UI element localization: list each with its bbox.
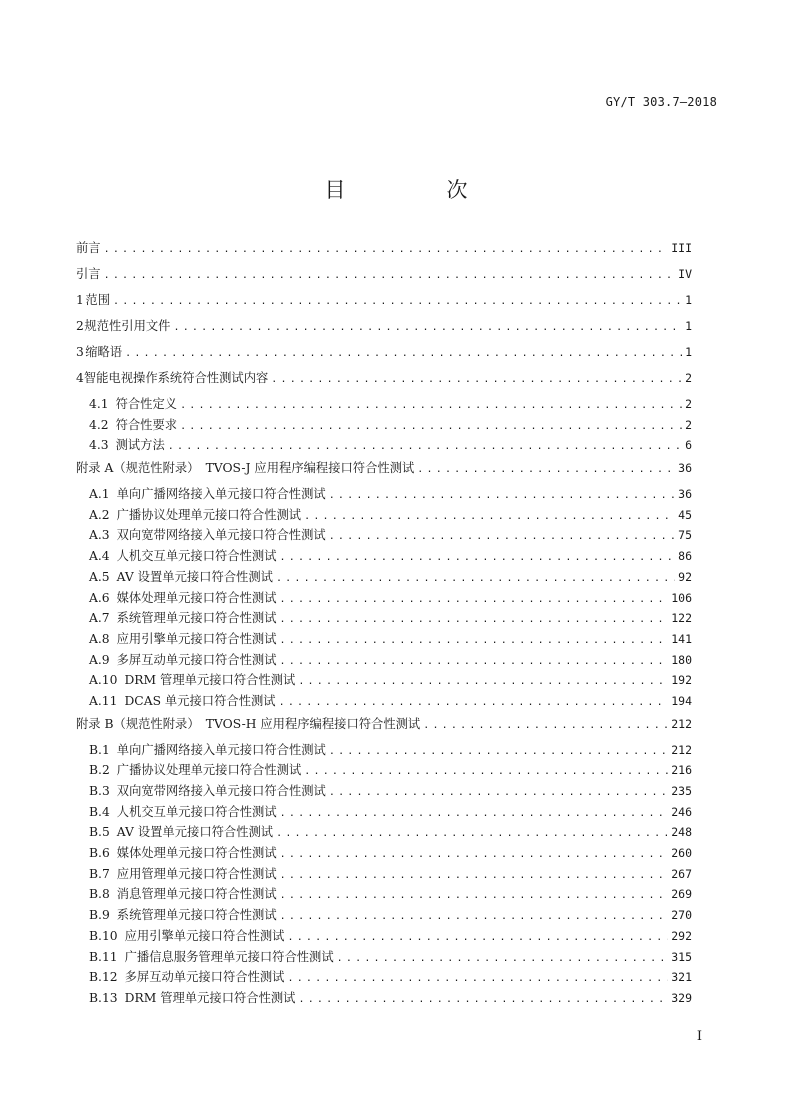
toc-entry-label: 前言 (76, 241, 101, 255)
toc-entry[interactable] (76, 525, 692, 546)
toc-entry[interactable] (76, 458, 692, 484)
toc-leader-dots (104, 270, 676, 281)
toc-entry-number: A.10 (89, 673, 118, 688)
toc-leader-dots (280, 656, 669, 667)
toc-leader-dots (168, 441, 682, 452)
toc-entry-number: B.8 (89, 887, 110, 902)
toc-leader-dots (276, 573, 675, 584)
toc-leader-dots (417, 464, 675, 475)
toc-leader-dots (280, 594, 669, 605)
toc-entry-label: 单向广播网络接入单元接口符合性测试 (116, 487, 326, 502)
toc-entry-page: 180 (671, 652, 692, 667)
toc-entry[interactable] (76, 802, 692, 823)
toc-entry[interactable] (76, 843, 692, 864)
toc-entry-label: 附录 B（规范性附录） TVOS-H 应用程序编程接口符合性测试 (76, 716, 421, 731)
toc-entry-number: A.2 (89, 507, 110, 522)
toc-entry-label: 缩略语 (85, 345, 123, 359)
toc-entry[interactable] (76, 781, 692, 802)
toc-entry-number: B.6 (89, 846, 110, 861)
toc-entry-label: 符合性要求 (115, 417, 178, 432)
toc-leader-dots (280, 635, 669, 646)
toc-entry-number: 1 (76, 293, 84, 307)
toc-entry[interactable] (76, 926, 692, 947)
toc-entry[interactable] (76, 629, 692, 650)
standard-code: GY/T 303.7—2018 (605, 95, 717, 109)
toc-entry-label: 单向广播网络接入单元接口符合性测试 (116, 742, 326, 757)
toc-entry[interactable] (76, 484, 692, 505)
table-of-contents (76, 238, 692, 1009)
toc-entry-page: 192 (671, 673, 692, 688)
toc-entry[interactable] (76, 650, 692, 671)
toc-entry[interactable] (76, 864, 692, 885)
toc-entry-page: 36 (678, 487, 692, 502)
toc-entry-number: B.7 (89, 866, 110, 881)
toc-entry-page: IV (678, 267, 692, 281)
toc-entry-number: B.10 (89, 928, 118, 943)
toc-entry-number: A.5 (89, 569, 110, 584)
toc-leader-dots (280, 808, 669, 819)
toc-entry-number: 4.2 (89, 417, 109, 432)
toc-entry-label: 测试方法 (115, 438, 165, 453)
toc-entry-label: 应用引擎单元接口符合性测试 (124, 928, 285, 943)
toc-entry-page: 36 (678, 461, 692, 476)
toc-entry-page: 92 (678, 569, 692, 584)
toc-entry-number: A.7 (89, 611, 110, 626)
toc-entry-page: 75 (678, 528, 692, 543)
toc-leader-dots (280, 849, 669, 860)
toc-entry-page: 106 (671, 590, 692, 605)
toc-entry-page: 1 (685, 319, 692, 333)
toc-entry-label: 多屏互动单元接口符合性测试 (124, 970, 285, 985)
toc-entry[interactable] (76, 264, 692, 290)
toc-entry-number: A.11 (89, 693, 118, 708)
toc-entry[interactable] (76, 670, 692, 691)
toc-entry-page: 122 (671, 611, 692, 626)
toc-entry-label: DCAS 单元接口符合性测试 (124, 693, 276, 708)
toc-entry-number: 3 (76, 345, 84, 359)
toc-leader-dots (329, 490, 675, 501)
toc-entry-label: 广播信息服务管理单元接口符合性测试 (124, 949, 334, 964)
toc-entry-page: 1 (685, 293, 692, 307)
toc-entry-label: 双向宽带网络接入单元接口符合性测试 (116, 784, 326, 798)
toc-entry-number: A.9 (89, 652, 110, 667)
toc-entry[interactable] (76, 947, 692, 968)
toc-entry-page: 329 (671, 990, 692, 1005)
toc-leader-dots (180, 400, 682, 411)
toc-entry[interactable] (76, 546, 692, 567)
toc-leader-dots (298, 676, 668, 687)
toc-entry-label: 智能电视操作系统符合性测试内容 (83, 371, 269, 385)
toc-entry[interactable] (76, 415, 692, 436)
toc-leader-dots (125, 348, 682, 359)
toc-entry-page: 194 (671, 693, 692, 708)
toc-entry[interactable] (76, 760, 692, 781)
toc-entry[interactable] (76, 435, 692, 456)
toc-entry-page: 216 (671, 763, 692, 778)
toc-leader-dots (304, 766, 668, 777)
toc-leader-dots (337, 953, 669, 964)
toc-leader-dots (280, 890, 669, 901)
toc-leader-dots (173, 322, 682, 333)
toc-entry-number: A.3 (89, 528, 110, 543)
toc-entry-page: 246 (671, 804, 692, 819)
toc-entry-page: 321 (671, 970, 692, 985)
toc-entry[interactable] (76, 368, 692, 394)
toc-leader-dots (329, 531, 675, 542)
toc-entry-page: 248 (671, 825, 692, 840)
toc-entry-number: A.6 (89, 590, 110, 605)
toc-entry-number: 4.1 (89, 397, 109, 411)
toc-leader-dots (298, 994, 668, 1005)
toc-entry-label: 媒体处理单元接口符合性测试 (116, 590, 277, 605)
toc-entry[interactable] (76, 822, 692, 843)
toc-entry-number: B.1 (89, 742, 110, 757)
toc-entry-label: 规范性引用文件 (84, 319, 171, 333)
toc-entry[interactable] (76, 967, 692, 988)
toc-leader-dots (279, 697, 669, 708)
toc-entry-label: 人机交互单元接口符合性测试 (116, 549, 277, 564)
toc-entry-page: 86 (678, 549, 692, 564)
toc-entry[interactable] (76, 714, 692, 740)
toc-entry[interactable] (76, 884, 692, 905)
toc-entry-label: 系统管理单元接口符合性测试 (116, 908, 277, 923)
toc-entry-number: 4.3 (89, 438, 109, 453)
toc-entry-label: 人机交互单元接口符合性测试 (116, 804, 277, 819)
toc-entry[interactable] (76, 905, 692, 926)
toc-leader-dots (329, 746, 668, 757)
toc-entry-label: 应用引擎单元接口符合性测试 (116, 631, 277, 646)
toc-entry[interactable] (76, 505, 692, 526)
toc-entry-page: 212 (671, 716, 692, 731)
toc-entry-number: B.4 (89, 804, 110, 819)
toc-entry[interactable] (76, 691, 692, 712)
toc-entry-number: A.1 (89, 487, 110, 502)
toc-leader-dots (280, 552, 676, 563)
toc-entry[interactable] (76, 988, 692, 1009)
toc-leader-dots (180, 421, 682, 432)
toc-entry-number: B.2 (89, 763, 110, 778)
toc-entry-page: 270 (671, 908, 692, 923)
toc-entry-label: 符合性定义 (115, 397, 178, 411)
toc-entry[interactable] (76, 740, 692, 761)
toc-leader-dots (304, 511, 675, 522)
toc-entry-label: 消息管理单元接口符合性测试 (116, 887, 277, 902)
toc-leader-dots (287, 932, 668, 943)
toc-entry-number: B.5 (89, 825, 110, 840)
toc-entry-page: 2 (685, 397, 692, 411)
toc-entry[interactable] (76, 608, 692, 629)
toc-leader-dots (280, 911, 669, 922)
toc-leader-dots (280, 870, 669, 881)
toc-entry[interactable] (76, 342, 692, 368)
toc-entry-label: 附录 A（规范性附录） TVOS-J 应用程序编程接口符合性测试 (76, 461, 415, 476)
toc-entry-label: AV 设置单元接口符合性测试 (116, 825, 274, 840)
toc-entry-page: 315 (671, 949, 692, 964)
toc-leader-dots (280, 614, 669, 625)
toc-entry-number: 2 (76, 319, 84, 333)
toc-entry[interactable] (76, 588, 692, 609)
toc-entry-label: AV 设置单元接口符合性测试 (116, 569, 273, 584)
toc-entry-number: B.3 (89, 784, 110, 798)
toc-entry-number: A.8 (89, 631, 110, 646)
toc-entry-page: 292 (671, 928, 692, 943)
toc-leader-dots (329, 787, 668, 798)
toc-entry-label: 广播协议处理单元接口符合性测试 (116, 507, 302, 522)
toc-entry-page: 260 (671, 846, 692, 861)
toc-entry-page: 267 (671, 866, 692, 881)
page-number: I (696, 1029, 702, 1044)
toc-leader-dots (271, 374, 682, 385)
toc-entry-page: 1 (685, 345, 692, 359)
toc-entry-page: 45 (678, 507, 692, 522)
toc-entry-number: B.9 (89, 908, 110, 923)
toc-entry-label: 媒体处理单元接口符合性测试 (116, 846, 277, 861)
toc-leader-dots (423, 720, 668, 731)
toc-entry-label: DRM 管理单元接口符合性测试 (124, 673, 296, 688)
toc-entry-label: 广播协议处理单元接口符合性测试 (116, 763, 302, 778)
toc-leader-dots (276, 828, 668, 839)
page-title: 目 次 (324, 178, 508, 202)
toc-entry-page: III (671, 241, 692, 255)
toc-leader-dots (287, 973, 668, 984)
toc-entry[interactable] (76, 316, 692, 342)
toc-entry-label: 应用管理单元接口符合性测试 (116, 866, 277, 881)
toc-entry-number: B.11 (89, 949, 118, 964)
toc-entry-label: DRM 管理单元接口符合性测试 (124, 990, 296, 1005)
toc-leader-dots (113, 296, 682, 307)
toc-entry-number: A.4 (89, 549, 110, 564)
toc-entry-page: 269 (671, 887, 692, 902)
toc-entry[interactable] (76, 567, 692, 588)
toc-entry-label: 范围 (85, 293, 110, 307)
toc-entry-label: 引言 (76, 267, 101, 281)
toc-entry-number: 4 (76, 371, 84, 385)
toc-entry-page: 141 (671, 631, 692, 646)
toc-entry-label: 双向宽带网络接入单元接口符合性测试 (116, 528, 326, 543)
toc-entry-page: 6 (685, 438, 692, 453)
toc-entry[interactable] (76, 290, 692, 316)
toc-entry-label: 多屏互动单元接口符合性测试 (116, 652, 277, 667)
toc-entry-number: B.12 (89, 970, 118, 985)
toc-entry-number: B.13 (89, 990, 118, 1005)
toc-entry-page: 212 (671, 742, 692, 757)
toc-entry-page: 2 (685, 371, 692, 385)
toc-entry[interactable] (76, 238, 692, 264)
toc-entry-label: 系统管理单元接口符合性测试 (116, 611, 277, 626)
toc-entry-page: 235 (671, 784, 692, 798)
toc-leader-dots (104, 244, 669, 255)
toc-entry-page: 2 (685, 417, 692, 432)
toc-entry[interactable] (76, 394, 692, 415)
